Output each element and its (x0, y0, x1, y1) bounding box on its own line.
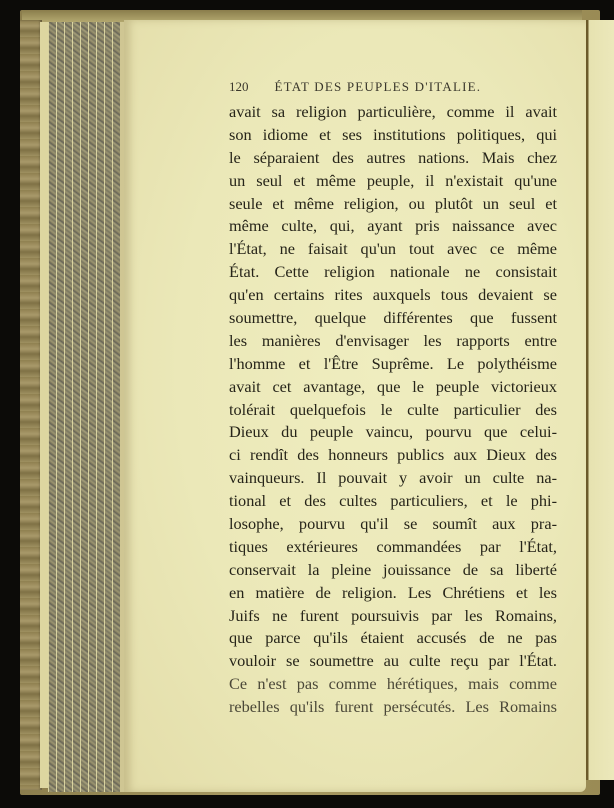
text-line: même culte, qui, ayant pris naissance avec (229, 216, 557, 236)
text-line: que parce qu'ils étaient accusés de ne pas (229, 628, 557, 648)
binding-paper-edge (40, 22, 48, 788)
text-line: l'homme et l'Être Suprême. Le polythéisme (229, 353, 557, 373)
running-title: ÉTAT DES PEUPLES D'ITALIE. (274, 79, 482, 94)
text-line: conservait la pleine jouissance de sa liberté (229, 559, 557, 579)
text-line: seule et même religion, ou plutôt un seul et (229, 193, 557, 213)
text-line: losophe, pourvu qu'il se soumît aux pra- (229, 514, 557, 534)
text-line: tolérait quelquefois le culte particulier des (229, 399, 557, 419)
text-line: avait sa religion particulière, comme il avait (229, 102, 557, 121)
text-line: le séparaient des autres nations. Mais chez (229, 147, 557, 167)
text-line: l'État, ne faisait qu'un tout avec ce même (229, 239, 557, 259)
text-line: soumettre, quelque différentes que fussent (229, 308, 557, 328)
stacked-page-edges (48, 22, 124, 792)
text-line: Dieux du peuple vaincu, pourvu que celui- (229, 422, 557, 442)
text-line: un seul et même peuple, il n'existait qu'une (229, 170, 557, 190)
text-line: ci rendît des honneurs publics aux Dieux des (229, 445, 557, 465)
text-line: qu'en certains rites auxquels tous devaient se (229, 285, 557, 305)
text-line: les manières d'envisager les rapports entre (229, 330, 557, 350)
text-line: rebelles qu'ils furent persécutés. Les Romains (229, 697, 557, 717)
body-text (229, 101, 557, 719)
text-line: vainqueurs. Il pouvait y avoir un culte na- (229, 468, 557, 488)
text-line: Ce n'est pas comme hérétiques, mais comme (229, 674, 557, 694)
text-line: en matière de religion. Les Chrétiens et les (229, 582, 557, 602)
text-line: État. Cette religion nationale ne consistait (229, 262, 557, 282)
text-line: Juifs ne furent poursuivis par les Romains, (229, 605, 557, 625)
text-line: tiques extérieures commandées par l'État, (229, 536, 557, 556)
book-binding-edge (20, 20, 42, 790)
text-line: vouloir se soumettre au culte reçu par l'État. (229, 651, 557, 671)
text-line: avait cet avantage, que le peuple victorieux (229, 376, 557, 396)
facing-page-edge (586, 20, 614, 780)
text-line: tional et des cultes particuliers, et le phi- (229, 491, 557, 511)
text-line: son idiome et ses institutions politiques, qui (229, 124, 557, 144)
running-head (229, 79, 559, 95)
page-number: 120 (229, 79, 249, 94)
